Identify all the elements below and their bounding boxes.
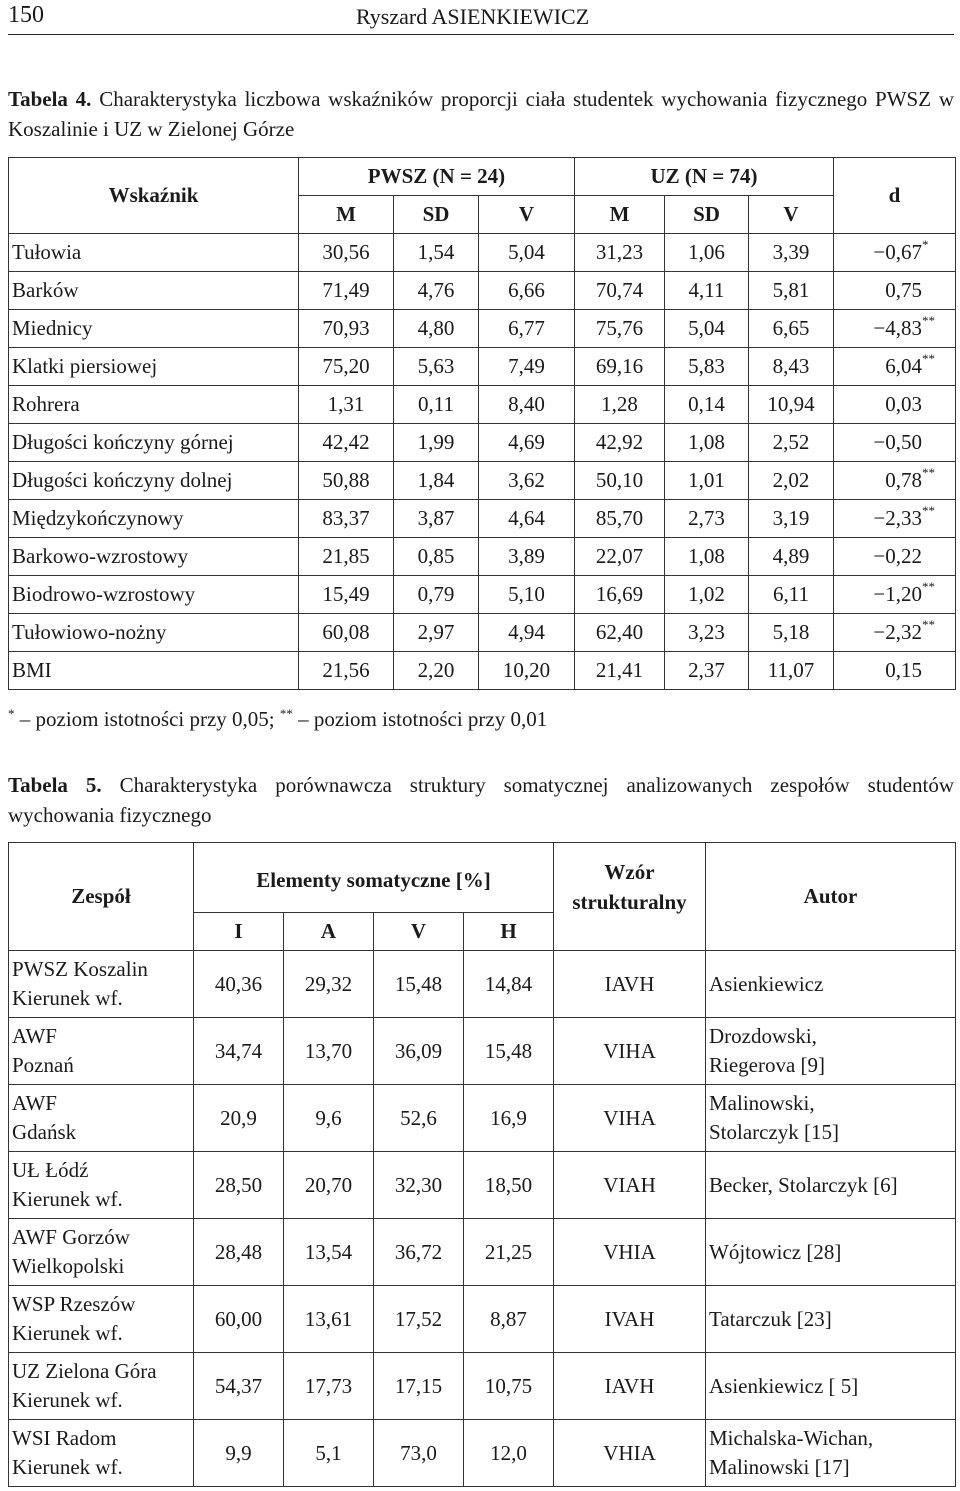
row-label: Miednicy [9, 310, 299, 348]
d-value: −0,22 [873, 544, 922, 568]
cell-value: 8,43 [749, 348, 834, 386]
team-line2: Kierunek wf. [12, 1455, 123, 1479]
cell-value: 1,08 [665, 424, 749, 462]
author-cell [706, 1286, 956, 1353]
table4-footnote [8, 706, 547, 732]
d-value: −4,83 [873, 316, 922, 340]
cell-value: 15,48 [374, 951, 464, 1018]
table-row [9, 386, 956, 424]
cell-value: 1,06 [665, 234, 749, 272]
cell-value: 5,1 [284, 1420, 374, 1487]
row-label: Tułowiowo-nożny [9, 614, 299, 652]
cell-value: 1,08 [665, 538, 749, 576]
cell-value: 3,19 [749, 500, 834, 538]
cell-value: 15,48 [464, 1018, 554, 1085]
cell-value: 3,23 [665, 614, 749, 652]
table-row [9, 1353, 956, 1420]
cell-value: 1,54 [394, 234, 479, 272]
team-line1: WSI Radom [12, 1426, 117, 1450]
col-group-pwsz: PWSZ (N = 24) [299, 158, 575, 196]
table4-caption-text: Charakterystyka liczbowa wskaźników proporcji ciała studentek wychowania fizycznego PWSZ w Koszalinie i UZ w Zielonej Górze [8, 87, 954, 141]
table-row [9, 1018, 956, 1085]
cell-value: 4,64 [479, 500, 575, 538]
sub-v: V [374, 913, 464, 951]
sub-v: V [479, 196, 575, 234]
cell-value: 12,0 [464, 1420, 554, 1487]
significance-mark: ** [922, 617, 935, 632]
author-line1: Wójtowicz [28] [709, 1239, 842, 1264]
team-cell [9, 1018, 194, 1085]
cell-value: 6,66 [479, 272, 575, 310]
table4-caption [8, 84, 954, 144]
row-label: Rohrera [9, 386, 299, 424]
cell-value: 71,49 [299, 272, 394, 310]
significance-mark: * [922, 237, 929, 252]
table-row [9, 500, 956, 538]
sub-sd: SD [394, 196, 479, 234]
team-cell [9, 1420, 194, 1487]
significance-mark: ** [922, 579, 935, 594]
cell-value: 75,76 [575, 310, 665, 348]
table-row [9, 1085, 956, 1152]
cell-value: 54,37 [194, 1353, 284, 1420]
table-row [9, 310, 956, 348]
cell-value: 20,70 [284, 1152, 374, 1219]
team-line1: UZ Zielona Góra [12, 1359, 157, 1383]
team-line1: AWF Gorzów [12, 1225, 130, 1249]
cell-value: 15,49 [299, 576, 394, 614]
team-line1: WSP Rzeszów [12, 1292, 136, 1316]
page-number: 150 [8, 2, 44, 28]
table-row [9, 652, 956, 690]
cell-value: 17,15 [374, 1353, 464, 1420]
team-line1: AWF [12, 1091, 57, 1115]
author-cell [706, 951, 956, 1018]
table5-caption-label: Tabela 5. [8, 773, 102, 797]
table4-caption-label: Tabela 4. [8, 87, 92, 111]
team-line2: Kierunek wf. [12, 986, 123, 1010]
cell-value: 5,63 [394, 348, 479, 386]
cell-d [834, 652, 956, 690]
d-value: 0,03 [885, 392, 922, 416]
row-label: Klatki piersiowej [9, 348, 299, 386]
cell-value: 42,42 [299, 424, 394, 462]
cell-value: 0,79 [394, 576, 479, 614]
team-line1: AWF [12, 1024, 57, 1048]
table5-caption [8, 770, 954, 830]
d-value: −2,32 [873, 620, 922, 644]
cell-value: 16,9 [464, 1085, 554, 1152]
cell-value: 3,87 [394, 500, 479, 538]
table-row [9, 348, 956, 386]
cell-value: 9,6 [284, 1085, 374, 1152]
table-row [9, 538, 956, 576]
col-indicator: Wskaźnik [9, 158, 299, 234]
team-line2: Poznań [12, 1053, 74, 1077]
cell-value: 0,85 [394, 538, 479, 576]
cell-value: 11,07 [749, 652, 834, 690]
cell-value: 2,73 [665, 500, 749, 538]
cell-value: 3,89 [479, 538, 575, 576]
team-cell [9, 1085, 194, 1152]
team-line1: UŁ Łódź [12, 1158, 89, 1182]
cell-value: 10,94 [749, 386, 834, 424]
team-cell [9, 951, 194, 1018]
author-line1: Malinowski, [709, 1091, 815, 1115]
row-label: Tułowia [9, 234, 299, 272]
table-row [9, 234, 956, 272]
col-pattern: Wzór strukturalny [554, 843, 706, 951]
row-label: Barków [9, 272, 299, 310]
d-value: −1,20 [873, 582, 922, 606]
pattern-cell: VHIA [554, 1420, 706, 1487]
d-value: 0,75 [885, 278, 922, 302]
cell-value: 34,74 [194, 1018, 284, 1085]
cell-d [834, 234, 956, 272]
cell-value: 1,28 [575, 386, 665, 424]
team-cell [9, 1353, 194, 1420]
cell-value: 3,62 [479, 462, 575, 500]
sub-sd: SD [665, 196, 749, 234]
row-label: Biodrowo-wzrostowy [9, 576, 299, 614]
pattern-cell: VIHA [554, 1018, 706, 1085]
cell-value: 1,01 [665, 462, 749, 500]
cell-value: 28,50 [194, 1152, 284, 1219]
cell-value: 6,65 [749, 310, 834, 348]
cell-d [834, 310, 956, 348]
pattern-cell: IVAH [554, 1286, 706, 1353]
cell-value: 42,92 [575, 424, 665, 462]
col-group-uz: UZ (N = 74) [575, 158, 834, 196]
significance-mark: ** [922, 313, 935, 328]
d-value: 6,04 [885, 354, 922, 378]
cell-value: 5,04 [665, 310, 749, 348]
cell-value: 22,07 [575, 538, 665, 576]
cell-value: 2,37 [665, 652, 749, 690]
table-row [9, 462, 956, 500]
cell-value: 40,36 [194, 951, 284, 1018]
col-elements: Elementy somatyczne [%] [194, 843, 554, 913]
cell-value: 75,20 [299, 348, 394, 386]
d-value: 0,15 [885, 658, 922, 682]
significance-mark: ** [922, 503, 935, 518]
significance-mark: ** [922, 351, 935, 366]
author-cell [706, 1420, 956, 1487]
cell-value: 29,32 [284, 951, 374, 1018]
col-author: Autor [706, 843, 956, 951]
cell-value: 0,14 [665, 386, 749, 424]
cell-value: 17,52 [374, 1286, 464, 1353]
significance-mark: ** [922, 465, 935, 480]
sub-h: H [464, 913, 554, 951]
author-line1: Michalska-Wichan, [709, 1426, 874, 1450]
cell-value: 36,72 [374, 1219, 464, 1286]
cell-value: 36,09 [374, 1018, 464, 1085]
author-line2: Malinowski [17] [709, 1455, 850, 1479]
cell-value: 5,04 [479, 234, 575, 272]
author-line1: Asienkiewicz [ 5] [709, 1373, 859, 1398]
table5 [8, 842, 956, 1487]
cell-value: 13,61 [284, 1286, 374, 1353]
cell-d [834, 538, 956, 576]
footnote-text2: – poziom istotności przy 0,01 [292, 707, 548, 731]
pattern-cell: IAVH [554, 1353, 706, 1420]
cell-value: 14,84 [464, 951, 554, 1018]
cell-value: 5,18 [749, 614, 834, 652]
author-line2: Riegerova [9] [709, 1053, 826, 1077]
cell-value: 5,83 [665, 348, 749, 386]
row-label: Długości kończyny górnej [9, 424, 299, 462]
team-line2: Kierunek wf. [12, 1388, 123, 1412]
team-line2: Kierunek wf. [12, 1187, 123, 1211]
cell-d [834, 386, 956, 424]
d-value: −0,67 [873, 240, 922, 264]
author-cell [706, 1219, 956, 1286]
cell-value: 1,84 [394, 462, 479, 500]
row-label: Długości kończyny dolnej [9, 462, 299, 500]
cell-value: 4,69 [479, 424, 575, 462]
cell-d [834, 614, 956, 652]
cell-d [834, 272, 956, 310]
footnote-star1: * [8, 706, 15, 721]
cell-value: 0,11 [394, 386, 479, 424]
cell-value: 4,94 [479, 614, 575, 652]
running-header [8, 0, 954, 35]
team-cell [9, 1219, 194, 1286]
cell-value: 16,69 [575, 576, 665, 614]
team-line1: PWSZ Koszalin [12, 957, 148, 981]
author-line1: Asienkiewicz [709, 971, 824, 996]
cell-value: 1,99 [394, 424, 479, 462]
row-label: Międzykończynowy [9, 500, 299, 538]
cell-value: 4,89 [749, 538, 834, 576]
cell-value: 3,39 [749, 234, 834, 272]
cell-value: 21,41 [575, 652, 665, 690]
cell-value: 2,20 [394, 652, 479, 690]
cell-value: 10,75 [464, 1353, 554, 1420]
cell-value: 50,88 [299, 462, 394, 500]
cell-value: 83,37 [299, 500, 394, 538]
sub-v: V [749, 196, 834, 234]
cell-d [834, 576, 956, 614]
cell-value: 69,16 [575, 348, 665, 386]
sub-a: A [284, 913, 374, 951]
cell-value: 2,97 [394, 614, 479, 652]
cell-value: 70,93 [299, 310, 394, 348]
cell-value: 21,85 [299, 538, 394, 576]
cell-value: 31,23 [575, 234, 665, 272]
footnote-star2: ** [279, 706, 293, 721]
team-line2: Gdańsk [12, 1120, 77, 1144]
cell-value: 5,81 [749, 272, 834, 310]
cell-value: 52,6 [374, 1085, 464, 1152]
table-row [9, 1152, 956, 1219]
cell-value: 21,56 [299, 652, 394, 690]
table-row [9, 272, 956, 310]
cell-value: 1,02 [665, 576, 749, 614]
author-cell [706, 1152, 956, 1219]
author-cell [706, 1353, 956, 1420]
cell-d [834, 462, 956, 500]
table-row [9, 951, 956, 1018]
sub-m: M [299, 196, 394, 234]
d-value: −0,50 [873, 430, 922, 454]
cell-value: 2,52 [749, 424, 834, 462]
d-value: 0,78 [885, 468, 922, 492]
cell-value: 4,76 [394, 272, 479, 310]
table5-caption-text: Charakterystyka porównawcza struktury somatycznej analizowanych zespołów studentów wychowania fizycznego [8, 773, 955, 827]
pattern-cell: VIHA [554, 1085, 706, 1152]
author-line1: Tatarczuk [23] [709, 1306, 832, 1331]
team-line2: Kierunek wf. [12, 1321, 123, 1345]
team-line2: Wielkopolski [12, 1254, 125, 1278]
cell-value: 85,70 [575, 500, 665, 538]
team-cell [9, 1152, 194, 1219]
cell-value: 13,54 [284, 1219, 374, 1286]
table-row [9, 576, 956, 614]
team-cell [9, 1286, 194, 1353]
sub-i: I [194, 913, 284, 951]
cell-value: 13,70 [284, 1018, 374, 1085]
cell-value: 32,30 [374, 1152, 464, 1219]
cell-value: 30,56 [299, 234, 394, 272]
cell-value: 4,80 [394, 310, 479, 348]
cell-value: 6,77 [479, 310, 575, 348]
cell-d [834, 500, 956, 538]
cell-d [834, 348, 956, 386]
pattern-cell: VIAH [554, 1152, 706, 1219]
footnote-text1: – poziom istotności przy 0,05; [14, 707, 280, 731]
row-label: Barkowo-wzrostowy [9, 538, 299, 576]
cell-value: 7,49 [479, 348, 575, 386]
author-line2: Stolarczyk [15] [709, 1120, 840, 1144]
cell-value: 60,08 [299, 614, 394, 652]
table-row [9, 424, 956, 462]
pattern-cell: IAVH [554, 951, 706, 1018]
cell-value: 5,10 [479, 576, 575, 614]
cell-value: 8,87 [464, 1286, 554, 1353]
sub-m: M [575, 196, 665, 234]
author-cell [706, 1085, 956, 1152]
cell-value: 9,9 [194, 1420, 284, 1487]
cell-value: 28,48 [194, 1219, 284, 1286]
table-row [9, 614, 956, 652]
cell-value: 73,0 [374, 1420, 464, 1487]
cell-value: 20,9 [194, 1085, 284, 1152]
cell-value: 62,40 [575, 614, 665, 652]
author-line1: Becker, Stolarczyk [6] [709, 1172, 898, 1197]
cell-value: 21,25 [464, 1219, 554, 1286]
table-row [9, 1286, 956, 1353]
author-cell [706, 1018, 956, 1085]
d-value: −2,33 [873, 506, 922, 530]
table-row [9, 1219, 956, 1286]
pattern-cell: VHIA [554, 1219, 706, 1286]
author-line1: Drozdowski, [709, 1024, 817, 1048]
cell-value: 10,20 [479, 652, 575, 690]
cell-value: 70,74 [575, 272, 665, 310]
cell-value: 18,50 [464, 1152, 554, 1219]
table-row [9, 1420, 956, 1487]
cell-value: 8,40 [479, 386, 575, 424]
col-team: Zespół [9, 843, 194, 951]
col-d: d [834, 158, 956, 234]
cell-value: 6,11 [749, 576, 834, 614]
cell-value: 60,00 [194, 1286, 284, 1353]
row-label: BMI [9, 652, 299, 690]
table4 [8, 157, 956, 690]
cell-value: 17,73 [284, 1353, 374, 1420]
running-author: Ryszard ASIENKIEWICZ [356, 4, 590, 29]
cell-value: 50,10 [575, 462, 665, 500]
cell-value: 2,02 [749, 462, 834, 500]
cell-value: 4,11 [665, 272, 749, 310]
cell-d [834, 424, 956, 462]
cell-value: 1,31 [299, 386, 394, 424]
